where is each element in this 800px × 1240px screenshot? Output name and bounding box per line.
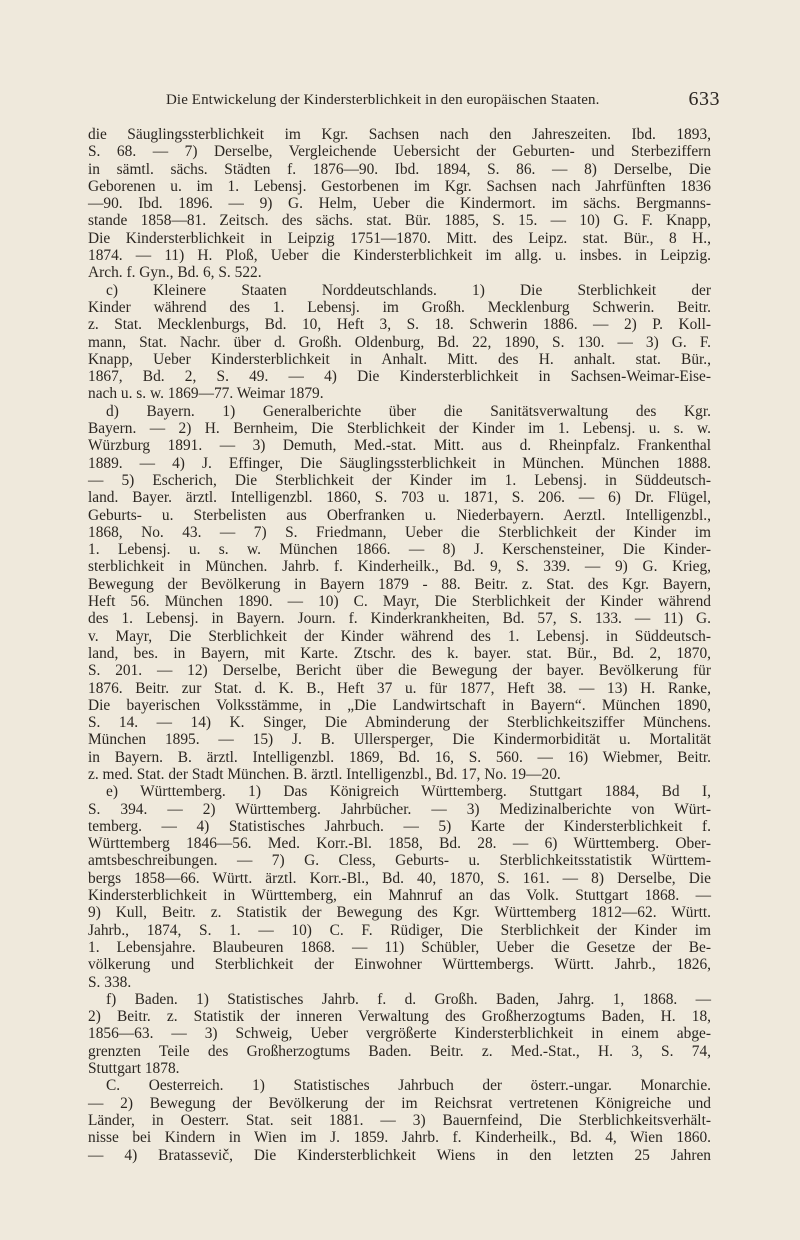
text-line: C. Oesterreich. 1) Statistisches Jahrbuch der österr.-ungar. Monarchie. xyxy=(106,1077,711,1095)
text-line: Die Kindersterblichkeit in Leipzig 1751—1870. Mitt. des Leipz. stat. Bür., 8 H., xyxy=(88,229,711,247)
text-line: München 1895. — 15) J. B. Ullersperger, Die Kindermorbidität u. Mortalität xyxy=(88,731,711,749)
text-line: temberg. — 4) Statistisches Jahrbuch. — 5) Karte der Kindersterblichkeit f. xyxy=(88,817,711,835)
text-line: 1. Lebensj. u. s. w. München 1866. — 8) J. Kerschensteiner, Die Kinder- xyxy=(88,541,711,559)
text-line: Geborenen u. im 1. Lebensj. Gestorbenen im Kgr. Sachsen nach Jahrfünften 1836 xyxy=(88,177,711,195)
text-line: des 1. Lebensj. in Bayern. Journ. f. Kinderkrankheiten, Bd. 57, S. 133. — 11) G. xyxy=(88,610,711,628)
text-line: Jahrb., 1874, S. 1. — 10) C. F. Rüdiger, Die Sterblichkeit der Kinder im xyxy=(88,921,711,939)
text-line: Die bayerischen Volksstämme, in „Die Landwirtschaft in Bayern“. München 1890, xyxy=(88,696,711,714)
text-line: f) Baden. 1) Statistisches Jahrb. f. d. Großh. Baden, Jahrg. 1, 1868. — xyxy=(106,990,711,1008)
text-line: land, bes. in Bayern, mit Karte. Ztschr. des k. bayer. stat. Bür., Bd. 2, 1870, xyxy=(88,644,711,662)
text-line: S. 201. — 12) Derselbe, Bericht über die Bewegung der bayer. Bevölkerung für xyxy=(88,662,711,680)
text-line: mann, Stat. Nachr. über d. Großh. Oldenburg, Bd. 22, 1890, S. 130. — 3) G. F. xyxy=(88,333,711,351)
text-line: völkerung und Sterblichkeit der Einwohner Württembergs. Württ. Jahrb., 1826, xyxy=(88,956,711,974)
text-line: Bewegung der Bevölkerung in Bayern 1879 - 88. Beitr. z. Stat. des Kgr. Bayern, xyxy=(88,575,711,593)
text-line: —90. Ibd. 1896. — 9) G. Helm, Ueber die Kindermort. im sächs. Bergmanns- xyxy=(88,195,711,213)
text-line: Heft 56. München 1890. — 10) C. Mayr, Die Sterblichkeit der Kinder während xyxy=(88,593,711,611)
text-line: S. 68. — 7) Derselbe, Vergleichende Uebersicht der Geburten- und Sterbeziffern xyxy=(88,143,711,161)
text-line: — 4) Bratassevič, Die Kindersterblichkeit Wiens in den letzten 25 Jahren xyxy=(88,1146,711,1164)
text-line: bergs 1858—66. Württ. ärztl. Korr.-Bl., Bd. 40, 1870, S. 161. — 8) Derselbe, Die xyxy=(88,869,711,887)
text-line: grenzten Teile des Großherzogtums Baden. Beitr. z. Med.-Stat., H. 3, S. 74, xyxy=(88,1042,711,1060)
text-line: Arch. f. Gyn., Bd. 6, S. 522. xyxy=(88,264,262,282)
text-line: nisse bei Kindern in Wien im J. 1859. Jahrb. f. Kinderheilk., Bd. 4, Wien 1860. xyxy=(88,1129,711,1147)
page-number: 633 xyxy=(688,88,720,110)
text-line: 1856—63. — 3) Schweig, Ueber vergrößerte Kindersterblichkeit in einem abge- xyxy=(88,1025,711,1043)
text-line: 1868, No. 43. — 7) S. Friedmann, Ueber die Sterblichkeit der Kinder im xyxy=(88,523,711,541)
text-line: nach u. s. w. 1869—77. Weimar 1879. xyxy=(88,385,324,403)
text-line: Knapp, Ueber Kindersterblichkeit in Anhalt. Mitt. des H. anhalt. stat. Bür., xyxy=(88,350,711,368)
text-line: Kindersterblichkeit in Württemberg, ein Mahnruf an das Volk. Stuttgart 1868. — xyxy=(88,887,711,905)
text-line: — 5) Escherich, Die Sterblichkeit der Kinder im 1. Lebensj. in Süddeutsch- xyxy=(88,471,711,489)
text-line: S. 338. xyxy=(88,973,132,991)
text-line: 1874. — 11) H. Ploß, Ueber die Kindersterblichkeit im allg. u. insbes. in Leipzig. xyxy=(88,247,711,265)
text-line: Geburts- u. Sterbelisten aus Oberfranken u. Niederbayern. Aerztl. Intelligenzbl., xyxy=(88,506,711,524)
text-line: 1867, Bd. 2, S. 49. — 4) Die Kindersterblichkeit in Sachsen-Weimar-Eise- xyxy=(88,368,711,386)
text-line: S. 14. — 14) K. Singer, Die Abminderung der Sterblichkeitsziffer Münchens. xyxy=(88,714,711,732)
text-line: in Bayern. B. ärztl. Intelligenzbl. 1869, Bd. 16, S. 560. — 16) Wiebmer, Beitr. xyxy=(88,748,711,766)
text-line: z. med. Stat. der Stadt München. B. ärztl. Intelligenzbl., Bd. 17, No. 19—20. xyxy=(88,765,561,783)
text-line: c) Kleinere Staaten Norddeutschlands. 1) Die Sterblichkeit der xyxy=(106,281,711,299)
text-line: Bayern. — 2) H. Bernheim, Die Sterblichkeit der Kinder im 1. Lebensj. u. s. w. xyxy=(88,420,711,438)
text-line: v. Mayr, Die Sterblichkeit der Kinder während des 1. Lebensj. in Süddeutsch- xyxy=(88,627,711,645)
text-line: amtsbeschreibungen. — 7) G. Cless, Geburts- u. Sterblichkeitsstatistik Württem- xyxy=(88,852,711,870)
text-line: Stuttgart 1878. xyxy=(88,1060,180,1078)
text-line: land. Bayer. ärztl. Intelligenzbl. 1860, S. 703 u. 1871, S. 206. — 6) Dr. Flügel, xyxy=(88,489,711,507)
text-line: Kinder während des 1. Lebensj. im Großh. Mecklenburg Schwerin. Beitr. xyxy=(88,298,711,316)
text-line: 2) Beitr. z. Statistik der inneren Verwaltung des Großherzogtums Baden, H. 18, xyxy=(88,1008,711,1026)
text-line: in sämtl. sächs. Städten f. 1876—90. Ibd. 1894, S. 86. — 8) Derselbe, Die xyxy=(88,160,711,178)
text-line: Württemberg 1846—56. Med. Korr.-Bl. 1858, Bd. 28. — 6) Württemberg. Ober- xyxy=(88,835,711,853)
text-line: 1. Lebensjahre. Blaubeuren 1868. — 11) Schübler, Ueber die Gesetze der Be- xyxy=(88,938,711,956)
bibliography-text xyxy=(88,126,711,1164)
text-line: S. 394. — 2) Württemberg. Jahrbücher. — 3) Medizinalberichte von Würt- xyxy=(88,800,711,818)
text-line: e) Württemberg. 1) Das Königreich Württemberg. Stuttgart 1884, Bd I, xyxy=(106,783,711,801)
running-header xyxy=(160,86,720,114)
text-line: sterblichkeit in München. Jahrb. f. Kinderheilk., Bd. 9, S. 339. — 9) G. Krieg, xyxy=(88,558,711,576)
text-line: Würzburg 1891. — 3) Demuth, Med.-stat. Mitt. aus d. Rheinpfalz. Frankenthal xyxy=(88,437,711,455)
text-line: z. Stat. Mecklenburgs, Bd. 10, Heft 3, S. 18. Schwerin 1886. — 2) P. Koll- xyxy=(88,316,711,334)
text-line: 1889. — 4) J. Effinger, Die Säuglingssterblichkeit in München. München 1888. xyxy=(88,454,711,472)
text-line: Länder, in Oesterr. Stat. seit 1881. — 3) Bauernfeind, Die Sterblichkeitsverhält- xyxy=(88,1111,711,1129)
text-line: die Säuglingssterblichkeit im Kgr. Sachsen nach den Jahreszeiten. Ibd. 1893, xyxy=(88,126,711,143)
text-line: — 2) Bewegung der Bevölkerung der im Reichsrat vertretenen Königreiche und xyxy=(88,1094,711,1112)
text-line: stande 1858—81. Zeitsch. des sächs. stat. Bür. 1885, S. 15. — 10) G. F. Knapp, xyxy=(88,212,711,230)
running-title: Die Entwickelung der Kindersterblichkeit in den europäischen Staaten. xyxy=(166,92,600,108)
text-line: 1876. Beitr. zur Stat. d. K. B., Heft 37 u. für 1877, Heft 38. — 13) H. Ranke, xyxy=(88,679,711,697)
text-line: d) Bayern. 1) Generalberichte über die Sanitätsverwaltung des Kgr. xyxy=(106,402,711,420)
text-line: 9) Kull, Beitr. z. Statistik der Bewegung des Kgr. Württemberg 1812—62. Württ. xyxy=(88,904,711,922)
